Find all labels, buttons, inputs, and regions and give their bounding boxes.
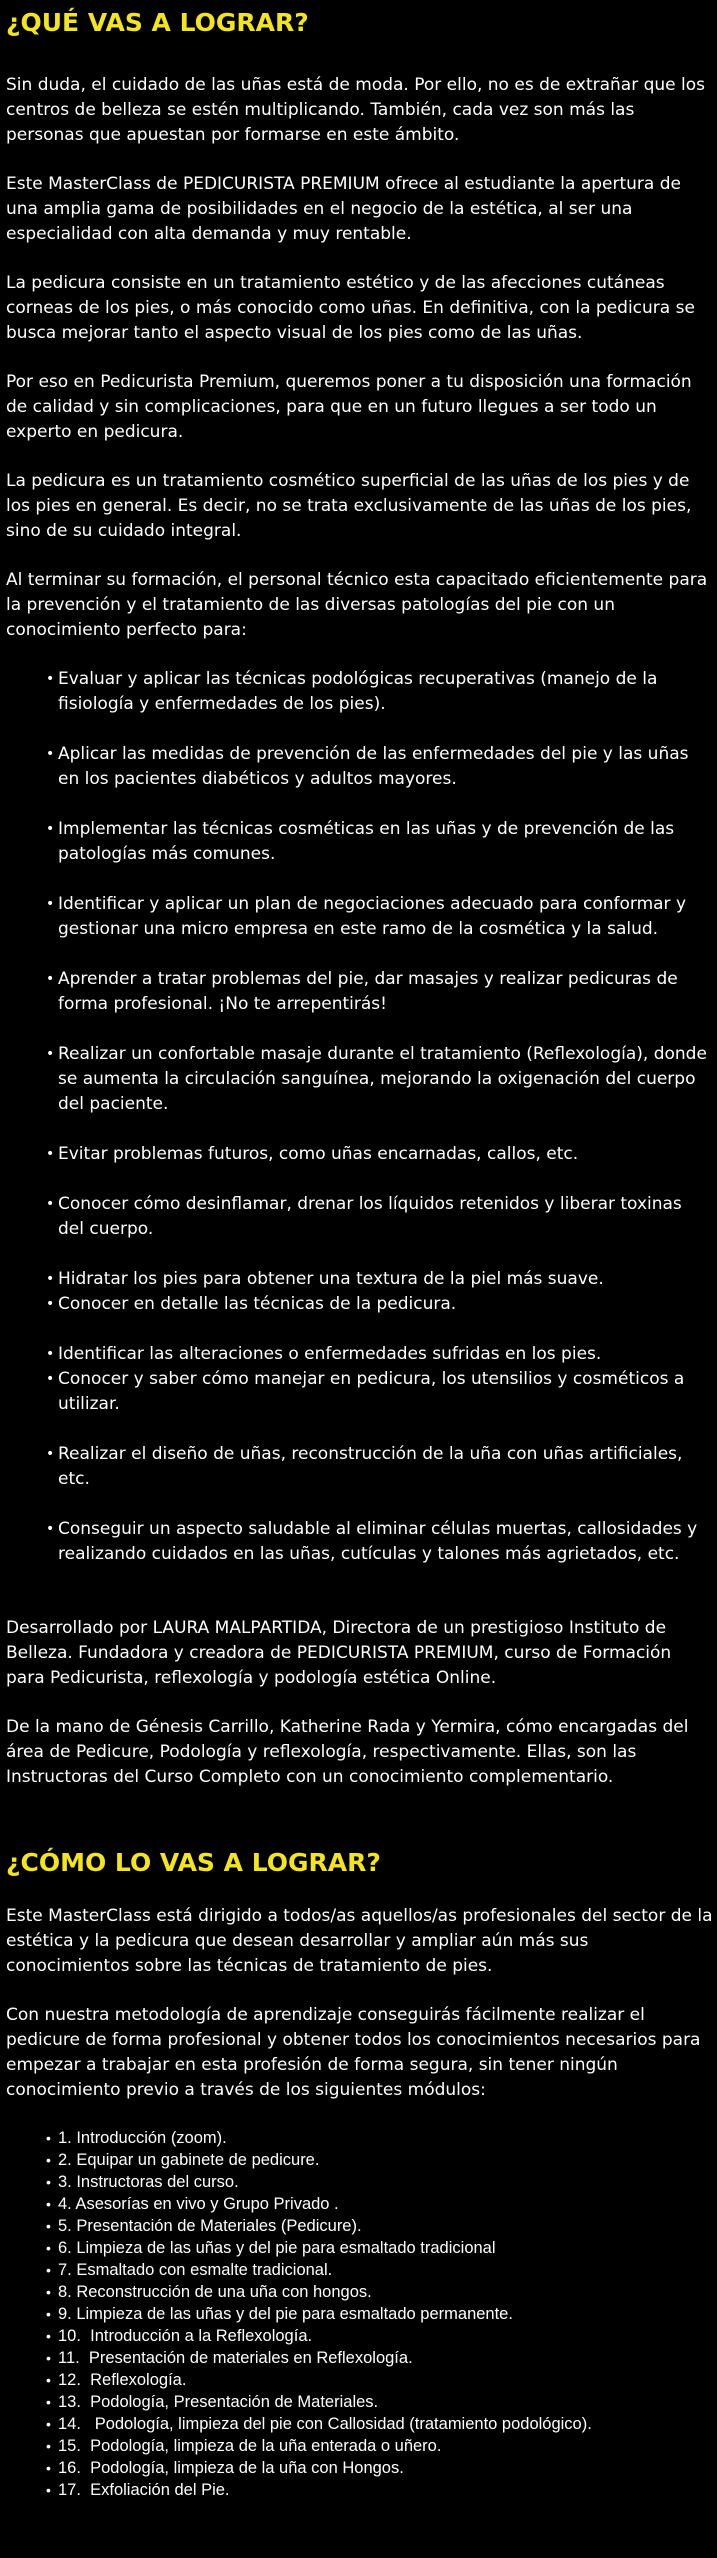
list-item: • Realizar un confortable masaje durante el tratamiento (Reflexología), donde se aumenta la circulación sanguínea, mejorando la oxigenación del cuerpo del paciente. xyxy=(46,1042,713,1117)
list-item: • Aplicar las medidas de prevención de las enfermedades del pie y las uñas en los pacientes diabéticos y adultos mayores. xyxy=(46,742,713,792)
list-item: • Conocer cómo desinflamar, drenar los líquidos retenidos y liberar toxinas del cuerpo. xyxy=(46,1192,713,1242)
list-item: • Evitar problemas futuros, como uñas encarnadas, callos, etc. xyxy=(46,1142,713,1167)
methodology-paragraph: Con nuestra metodología de aprendizaje conseguirás fácilmente realizar el pedicure de forma profesional y obtener todos los conocimientos necesarios para empezar a trabajar en esta profesión de forma segura, sin tener ningún conocimiento previo a través de los siguientes módulos: xyxy=(6,2005,701,2100)
module-item: • 11. Presentación de materiales en Reflexología. xyxy=(46,2347,713,2369)
module-item: • 6. Limpieza de las uñas y del pie para esmaltado tradicional xyxy=(46,2237,713,2259)
audience-paragraph: Este MasterClass está dirigido a todos/as aquellos/as profesionales del sector de la estética y la pedicura que desean desarrollar y ampliar aún más sus conocimientos sobre las técnicas de tratamiento de pies. xyxy=(6,1906,713,1976)
module-item: • 17. Exfoliación del Pie. xyxy=(46,2479,713,2501)
list-item: • Hidratar los pies para obtener una textura de la piel más suave. xyxy=(46,1267,713,1292)
intro-paragraph: Por eso en Pedicurista Premium, queremos poner a tu disposición una formación de calidad y sin complicaciones, para que en un futuro llegues a ser todo un experto en pedicura. xyxy=(6,372,692,442)
intro-paragraph: Sin duda, el cuidado de las uñas está de moda. Por ello, no es de extrañar que los centros de belleza se estén multiplicando. También, cada vez son más las personas que apuestan por formarse en este ámbito. xyxy=(6,75,706,145)
intro-paragraph: Este MasterClass de PEDICURISTA PREMIUM ofrece al estudiante la apertura de una amplia gama de posibilidades en el negocio de la estética, al ser una especialidad con alta demanda y muy rentable. xyxy=(6,174,681,244)
spacer xyxy=(6,1591,713,1616)
list-item: • Conseguir un aspecto saludable al eliminar células muertas, callosidades y realizando cuidados en las uñas, cutículas y talones más agrietados, etc. xyxy=(46,1517,713,1567)
intro-paragraph: Al terminar su formación, el personal técnico esta capacitado eficientemente para la prevención y el tratamiento de las diversas patologías del pie con un conocimiento perfecto para: xyxy=(6,570,708,640)
module-item: • 8. Reconstrucción de una uña con hongos. xyxy=(46,2281,713,2303)
list-item: • Evaluar y aplicar las técnicas podológicas recuperativas (manejo de la fisiología y enfermedades de los pies). xyxy=(46,667,713,717)
list-item: • Realizar el diseño de uñas, reconstrucción de la uña con uñas artificiales, etc. xyxy=(46,1442,713,1492)
benefits-list xyxy=(6,667,713,1567)
module-item: • 13. Podología, Presentación de Materiales. xyxy=(46,2391,713,2413)
list-item: • Identificar las alteraciones o enfermedades sufridas en los pies. xyxy=(46,1342,713,1367)
list-item: • Identificar y aplicar un plan de negociaciones adecuado para conformar y gestionar una micro empresa en este ramo de la cosmética y la salud. xyxy=(46,892,713,942)
module-item: • 4. Asesorías en vivo y Grupo Privado . xyxy=(46,2193,713,2215)
instructors-paragraph: De la mano de Génesis Carrillo, Katherine Rada y Yermira, cómo encargadas del área de Pedicure, Podología y reflexología, respectivamente. Ellas, son las Instructoras del Curso Completo con un conocimiento complementario. xyxy=(6,1717,689,1787)
module-item: • 2. Equipar un gabinete de pedicure. xyxy=(46,2149,713,2171)
list-item: • Implementar las técnicas cosméticas en las uñas y de prevención de las patologías más comunes. xyxy=(46,817,713,867)
module-item: • 5. Presentación de Materiales (Pedicure). xyxy=(46,2215,713,2237)
module-item: • 14. Podología, limpieza del pie con Callosidad (tratamiento podológico). xyxy=(46,2413,713,2435)
module-item: • 3. Instructoras del curso. xyxy=(46,2171,713,2193)
module-item: • 12. Reflexología. xyxy=(46,2369,713,2391)
module-item: • 1. Introducción (zoom). xyxy=(46,2127,713,2149)
list-item: • Conocer y saber cómo manejar en pedicura, los utensilios y cosméticos a utilizar. xyxy=(46,1367,713,1417)
section-heading-que-vas-a-lograr: ¿QUÉ VAS A LOGRAR? xyxy=(6,8,309,37)
modules-list xyxy=(6,2127,713,2501)
list-item: • Conocer en detalle las técnicas de la pedicura. xyxy=(46,1292,713,1317)
module-item: • 16. Podología, limpieza de la uña con Hongos. xyxy=(46,2457,713,2479)
module-item: • 15. Podología, limpieza de la uña enterada o uñero. xyxy=(46,2435,713,2457)
list-item: • Aprender a tratar problemas del pie, dar masajes y realizar pedicuras de forma profesional. ¡No te arrepentirás! xyxy=(46,967,713,1017)
module-item: • 9. Limpieza de las uñas y del pie para esmaltado permanente. xyxy=(46,2303,713,2325)
author-paragraph: Desarrollado por LAURA MALPARTIDA, Directora de un prestigioso Instituto de Belleza. Fundadora y creadora de PEDICURISTA PREMIUM, curso de Formación para Pedicurista, reflexología y podología estética Online. xyxy=(6,1618,672,1688)
module-item: • 10. Introducción a la Reflexología. xyxy=(46,2325,713,2347)
module-item: • 7. Esmaltado con esmalte tradicional. xyxy=(46,2259,713,2281)
intro-paragraph: La pedicura es un tratamiento cosmético superficial de las uñas de los pies y de los pies en general. Es decir, no se trata exclusivamente de las uñas de los pies, sino de su cuidado integral. xyxy=(6,471,692,541)
section-heading-como-lo-vas-a-lograr: ¿CÓMO LO VAS A LOGRAR? xyxy=(6,1848,381,1877)
intro-paragraph: La pedicura consiste en un tratamiento estético y de las afecciones cutáneas corneas de los pies, o más conocido como uñas. En definitiva, con la pedicura se busca mejorar tanto el aspecto visual de los pies como de las uñas. xyxy=(6,273,695,343)
